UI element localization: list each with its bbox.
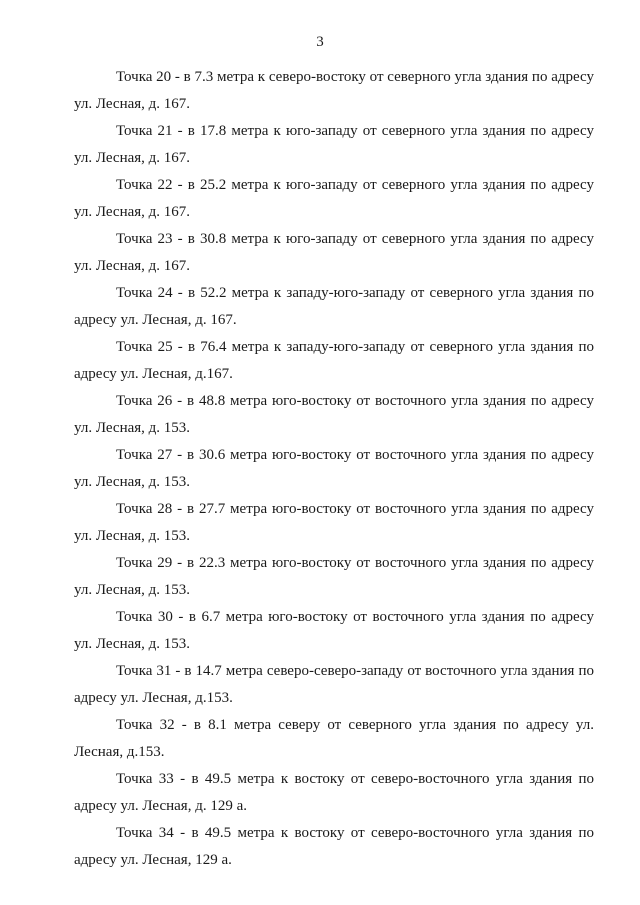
paragraph-point-30: Точка 30 - в 6.7 метра юго-востоку от восточного угла здания по адресу ул. Лесная, д. 153. xyxy=(74,609,594,652)
paragraph-point-25: Точка 25 - в 76.4 метра к западу-юго-западу от северного угла здания по адресу ул. Лесная, д.167. xyxy=(74,339,594,382)
paragraph-point-34: Точка 34 - в 49.5 метра к востоку от северо-восточного угла здания по адресу ул. Лесная, 129 а. xyxy=(74,825,594,868)
paragraph-point-23: Точка 23 - в 30.8 метра к юго-западу от северного угла здания по адресу ул. Лесная, д. 167. xyxy=(74,231,594,274)
paragraph-point-33: Точка 33 - в 49.5 метра к востоку от северо-восточного угла здания по адресу ул. Лесная, д. 129 а. xyxy=(74,771,594,814)
paragraph-point-32: Точка 32 - в 8.1 метра северу от северного угла здания по адресу ул. Лесная, д.153. xyxy=(74,717,594,760)
paragraph-point-31: Точка 31 - в 14.7 метра северо-северо-западу от восточного угла здания по адресу ул. Лесная, д.153. xyxy=(74,663,594,706)
paragraph-point-22: Точка 22 - в 25.2 метра к юго-западу от северного угла здания по адресу ул. Лесная, д. 167. xyxy=(74,177,594,220)
paragraph-point-26: Точка 26 - в 48.8 метра юго-востоку от восточного угла здания по адресу ул. Лесная, д. 153. xyxy=(74,393,594,436)
page-number: 3 xyxy=(316,34,324,50)
paragraph-point-20: Точка 20 - в 7.3 метра к северо-востоку от северного угла здания по адресу ул. Лесная, д. 167. xyxy=(74,69,594,112)
paragraph-point-27: Точка 27 - в 30.6 метра юго-востоку от восточного угла здания по адресу ул. Лесная, д. 153. xyxy=(74,447,594,490)
document-body xyxy=(74,64,594,874)
paragraph-point-28: Точка 28 - в 27.7 метра юго-востоку от восточного угла здания по адресу ул. Лесная, д. 153. xyxy=(74,501,594,544)
paragraph-point-21: Точка 21 - в 17.8 метра к юго-западу от северного угла здания по адресу ул. Лесная, д. 167. xyxy=(74,123,594,166)
paragraph-point-24: Точка 24 - в 52.2 метра к западу-юго-западу от северного угла здания по адресу ул. Лесная, д. 167. xyxy=(74,285,594,328)
paragraph-point-29: Точка 29 - в 22.3 метра юго-востоку от восточного угла здания по адресу ул. Лесная, д. 153. xyxy=(74,555,594,598)
